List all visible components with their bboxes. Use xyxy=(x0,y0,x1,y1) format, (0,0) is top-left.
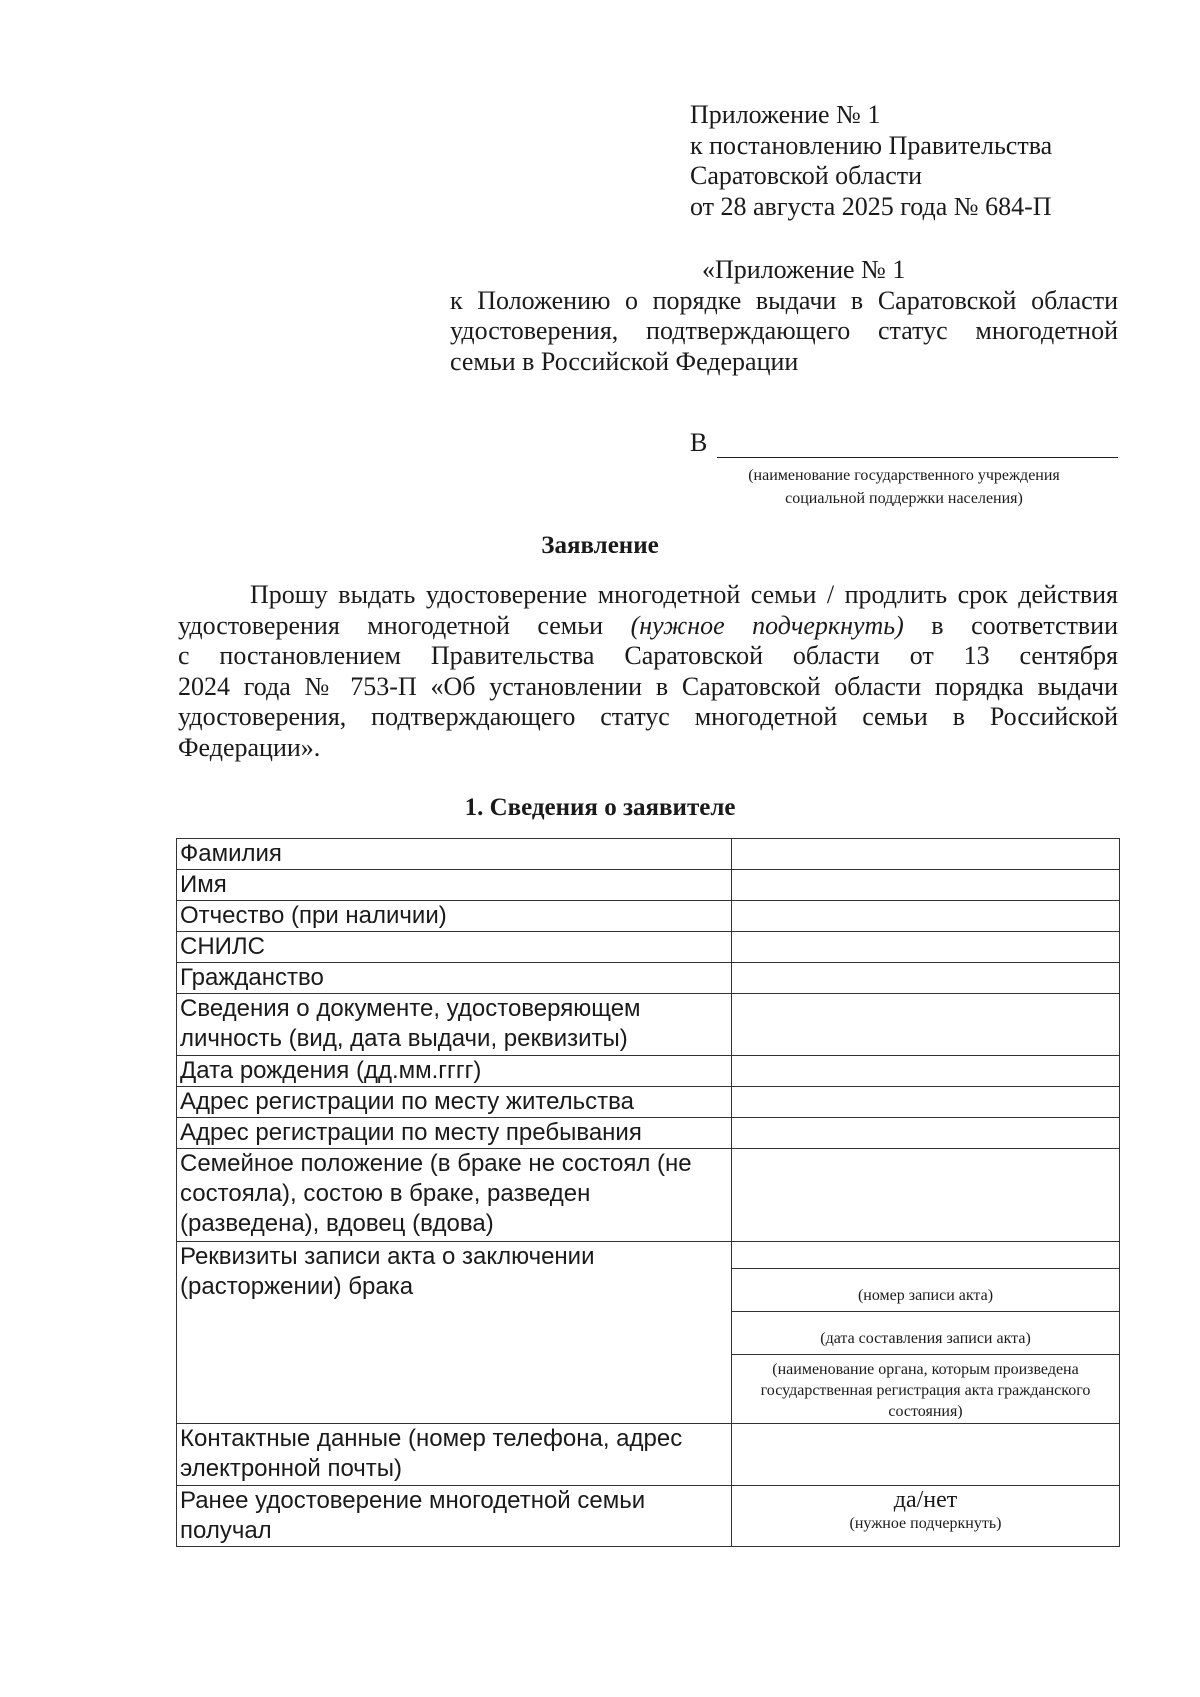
row-label: Реквизиты записи акта о заключении (расторжении) брака xyxy=(177,1242,732,1424)
row-label: Ранее удостоверение многодетной семьи получал xyxy=(177,1486,732,1547)
appendix-header xyxy=(690,100,1052,222)
row-label: Дата рождения (дд.мм.гггг) xyxy=(177,1056,732,1087)
yes-no-note: (нужное подчеркнуть) xyxy=(849,1515,1002,1532)
table-row xyxy=(177,839,1120,870)
row-label: Адрес регистрации по месту пребывания xyxy=(177,1118,732,1149)
table-row xyxy=(177,1087,1120,1118)
marriage-record-cell xyxy=(732,1242,1120,1424)
addressee-line xyxy=(690,428,1118,458)
table-row xyxy=(177,1424,1120,1486)
row-label: Отчество (при наличии) xyxy=(177,901,732,932)
record-date-field[interactable] xyxy=(732,1312,1119,1355)
regulation-appendix-block xyxy=(450,255,1118,377)
row-label: Контактные данные (номер телефона, адрес электронной почты) xyxy=(177,1424,732,1486)
applicant-info-table xyxy=(176,838,1120,1547)
body-line-text: удостоверения многодетной семьи xyxy=(178,610,631,640)
body-line-text: в соответствии xyxy=(903,610,1118,640)
body-line-italic: (нужное подчеркнуть) xyxy=(630,610,904,640)
document-title: Заявление xyxy=(541,532,659,559)
table-row xyxy=(177,1486,1120,1547)
marital-status-field[interactable] xyxy=(732,1149,1120,1242)
table-row xyxy=(177,870,1120,901)
row-label: Фамилия xyxy=(177,839,732,870)
appendix-header-line: от 28 августа 2025 года № 684-П xyxy=(690,191,1052,221)
row-label: Сведения о документе, удостоверяющем личность (вид, дата выдачи, реквизиты) xyxy=(177,994,732,1056)
table-row xyxy=(177,963,1120,994)
regulation-appendix-line: «Приложение № 1 xyxy=(702,255,906,284)
received-before-field[interactable] xyxy=(732,1486,1120,1547)
table-row xyxy=(177,1056,1120,1087)
registry-office-field[interactable] xyxy=(732,1355,1119,1423)
registry-office-note: (наименование органа, которым произведена государственная регистрация акта гражданского состояния) xyxy=(760,1361,1091,1420)
patronymic-field[interactable] xyxy=(732,901,1120,932)
table-row xyxy=(177,901,1120,932)
yes-no-option[interactable]: да/нет xyxy=(893,1487,958,1513)
row-label: Гражданство xyxy=(177,963,732,994)
addressee-note xyxy=(690,464,1118,510)
body-line xyxy=(178,611,1118,642)
marriage-record-blank[interactable] xyxy=(732,1242,1119,1269)
contact-field[interactable] xyxy=(732,1424,1120,1486)
table-row xyxy=(177,1242,1120,1424)
application-body xyxy=(178,580,1118,763)
body-line: удостоверения, подтверждающего статус многодетной семьи в Российской xyxy=(178,702,1118,731)
row-label: Семейное положение (в браке не состоял (не состояла), состою в браке, разведен (разведена), вдовец (вдова) xyxy=(177,1149,732,1242)
name-field[interactable] xyxy=(732,870,1120,901)
record-date-note: (дата составления записи акта) xyxy=(820,1330,1031,1347)
snils-field[interactable] xyxy=(732,932,1120,963)
body-line: с постановлением Правительства Саратовской области от 13 сентября xyxy=(178,641,1118,670)
appendix-header-line: Саратовской области xyxy=(690,161,923,190)
body-line: 2024 года № 753-П «Об установлении в Саратовской области порядка выдачи xyxy=(178,671,1118,701)
table-row xyxy=(177,1118,1120,1149)
addressee-note-line: социальной поддержки населения) xyxy=(785,490,1023,507)
addressee-block xyxy=(690,428,1118,510)
residence-address-field[interactable] xyxy=(732,1087,1120,1118)
table-row xyxy=(177,1149,1120,1242)
table-row xyxy=(177,994,1120,1056)
regulation-appendix-line: семьи в Российской Федерации xyxy=(450,346,799,376)
row-label: Имя xyxy=(177,870,732,901)
addressee-prefix: В xyxy=(690,428,708,457)
row-label: СНИЛС xyxy=(177,932,732,963)
table-row xyxy=(177,932,1120,963)
record-number-note: (номер записи акта) xyxy=(857,1287,994,1304)
appendix-header-line: к постановлению Правительства xyxy=(690,130,1053,160)
row-label: Адрес регистрации по месту жительства xyxy=(177,1087,732,1118)
addressee-note-line: (наименование государственного учреждения xyxy=(748,467,1060,484)
surname-field[interactable] xyxy=(732,839,1120,870)
regulation-appendix-line: к Положению о порядке выдачи в Саратовской области xyxy=(450,285,1118,315)
regulation-appendix-line: удостоверения, подтверждающего статус многодетной xyxy=(450,316,1118,345)
addressee-input-line[interactable] xyxy=(717,435,1118,458)
record-number-field[interactable] xyxy=(732,1269,1119,1312)
birth-date-field[interactable] xyxy=(732,1056,1120,1087)
appendix-header-line: Приложение № 1 xyxy=(690,100,881,129)
stay-address-field[interactable] xyxy=(732,1118,1120,1149)
section-title: 1. Сведения о заявителе xyxy=(464,794,736,821)
body-line: Федерации». xyxy=(178,732,321,762)
id-document-field[interactable] xyxy=(732,994,1120,1056)
citizenship-field[interactable] xyxy=(732,963,1120,994)
body-line: Прошу выдать удостоверение многодетной семьи / продлить срок действия xyxy=(250,580,1118,609)
